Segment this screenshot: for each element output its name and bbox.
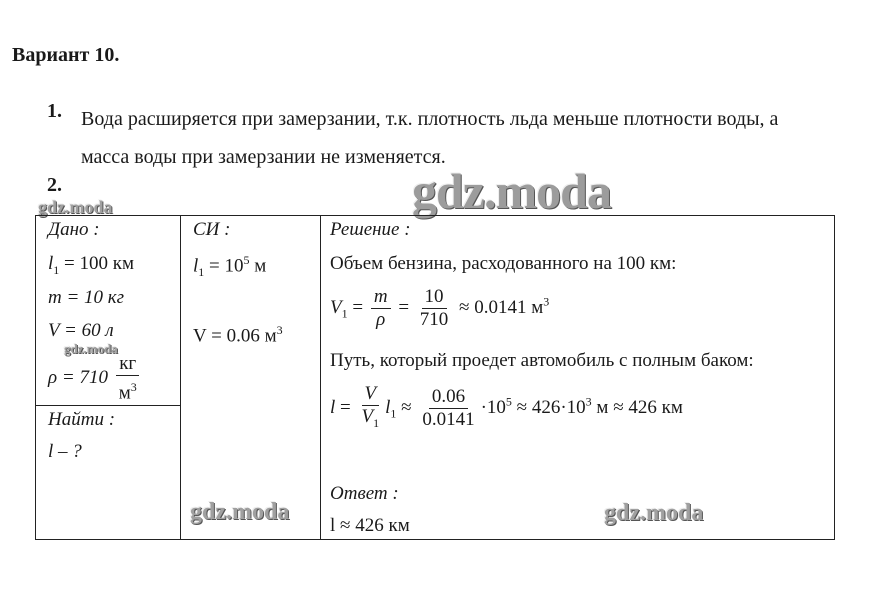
- watermark-large: gdz.moda: [412, 163, 611, 219]
- table-divider-si: [320, 215, 321, 540]
- watermark-medium-right: gdz.moda: [604, 500, 704, 526]
- item-2-number: 2.: [47, 174, 62, 196]
- watermark-small-middle: gdz.moda: [64, 341, 118, 356]
- si-header: СИ :: [193, 219, 231, 240]
- given-volume: V = 60 л: [48, 320, 114, 341]
- given-l1: $l_1 = 100$ км: [48, 253, 135, 277]
- solution-text-2: Путь, который проедет автомобиль с полным баком:: [330, 350, 754, 371]
- variant-title: Вариант 10.: [12, 44, 120, 66]
- find-header: Найти :: [48, 409, 116, 430]
- solution-header: Решение :: [330, 219, 411, 240]
- answer-value: l ≈ 426 км: [330, 515, 410, 536]
- si-l1: $l_1 = 10^5$ м: [193, 253, 267, 280]
- item-1-line-2: масса воды при замерзании не изменяется.: [81, 146, 446, 168]
- given-density: ρ = 710 $\frac{кг}{м^3}$: [48, 353, 143, 404]
- table-divider-find: [35, 405, 181, 406]
- equation-volume: $V_1$ = $\frac{m}{\rho}$ = $\frac{10}{710}$ ≈ 0.0141 $м^3$: [330, 286, 550, 330]
- answer-header: Ответ :: [330, 483, 399, 504]
- solution-text-1: Объем бензина, расходованного на 100 км:: [330, 253, 677, 274]
- watermark-small-top: gdz.moda: [38, 197, 113, 217]
- si-volume: V = 0.06 $м^3$: [193, 323, 283, 347]
- table-divider-given: [180, 215, 181, 540]
- equation-distance: l = $\frac{V}{V_1}$ $l_1$ ≈ $\frac{0.06}{0.0141}$ $\cdot 10^5 \approx 426\cdot 10^3$ м ≈ 426 км: [330, 383, 683, 430]
- find-query: l – ?: [48, 441, 82, 462]
- watermark-medium-left: gdz.moda: [190, 499, 290, 525]
- given-mass: m = 10 кг: [48, 287, 125, 308]
- item-1-line-1: Вода расширяется при замерзании, т.к. плотность льда меньше плотности воды, а: [81, 108, 779, 130]
- item-1-number: 1.: [47, 100, 62, 122]
- given-header: Дано :: [48, 219, 100, 240]
